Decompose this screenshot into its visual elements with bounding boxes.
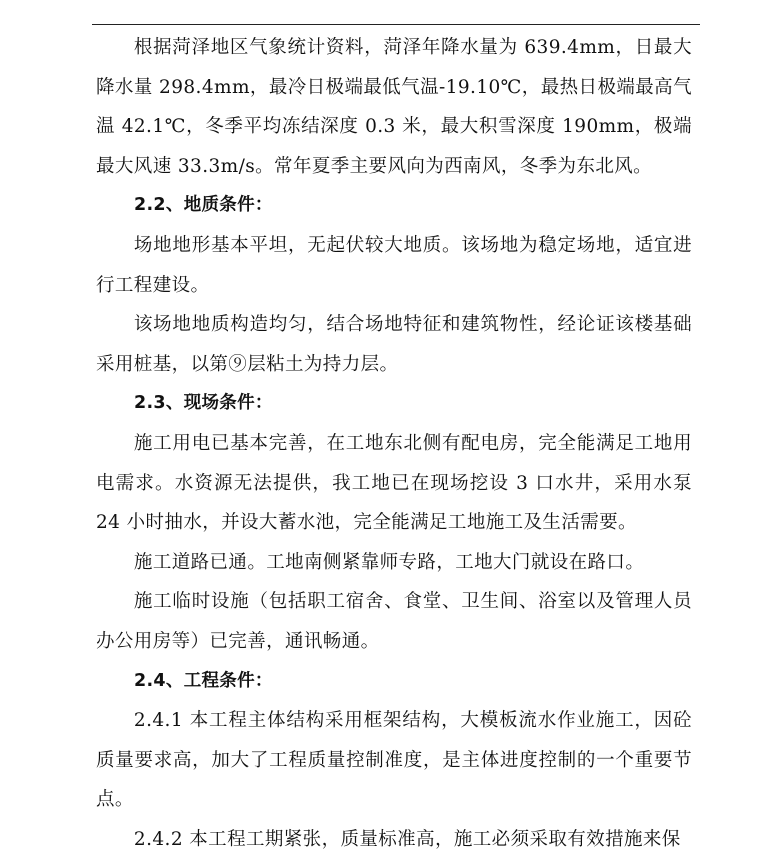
paragraph-geology-foundation: 该场地地质构造均匀，结合场地特征和建筑物性，经论证该楼基础采用桩基，以第⑨层粘土为持力层。 [96,314,692,375]
paragraph-engineering-schedule: 2.4.2 本工程工期紧张，质量标准高，施工必须采取有效措施来保 [133,828,681,850]
paragraph-site-facilities: 施工临时设施（包括职工宿舍、食堂、卫生间、浴室以及管理人员办公用房等）已完善，通讯畅通。 [96,591,692,652]
heading-site-conditions: 2.3、现场条件： [134,393,273,414]
document-body [96,28,692,859]
paragraph-site-roads: 施工道路已通。工地南侧紧靠师专路，工地大门就设在路口。 [133,551,645,573]
paragraph-engineering-structure: 2.4.1 本工程主体结构采用框架结构，大模板流水作业施工，因砼质量要求高，加大了工程质量控制准度，是主体进度控制的一个重要节点。 [96,710,692,811]
heading-geology: 2.2、地质条件： [134,195,273,216]
header-rule [92,24,700,25]
paragraph-site-power-water: 施工用电已基本完善，在工地东北侧有配电房，完全能满足工地用电需求。水资源无法提供，我工地已在现场挖设 3 口水井，采用水泵 24 小时抽水，并设大蓄水池，完全能满足工地施工及生活需要。 [96,432,692,534]
heading-engineering-conditions: 2.4、工程条件： [134,670,273,691]
paragraph-geology-terrain: 场地地形基本平坦，无起伏较大地质。该场地为稳定场地，适宜进行工程建设。 [96,234,692,296]
paragraph-climate: 根据菏泽地区气象统计资料，菏泽年降水量为 639.4mm，日最大降水量 298.4mm，最冷日极端最低气温-19.10℃，最热日极端最高气温 42.1℃，冬季平均冻结深度 0.3 米，最大积雪深度 190mm，极端最大风速 33.3m/s。常年夏季主要风向为西南风，冬季为东北风。 [96,37,692,177]
